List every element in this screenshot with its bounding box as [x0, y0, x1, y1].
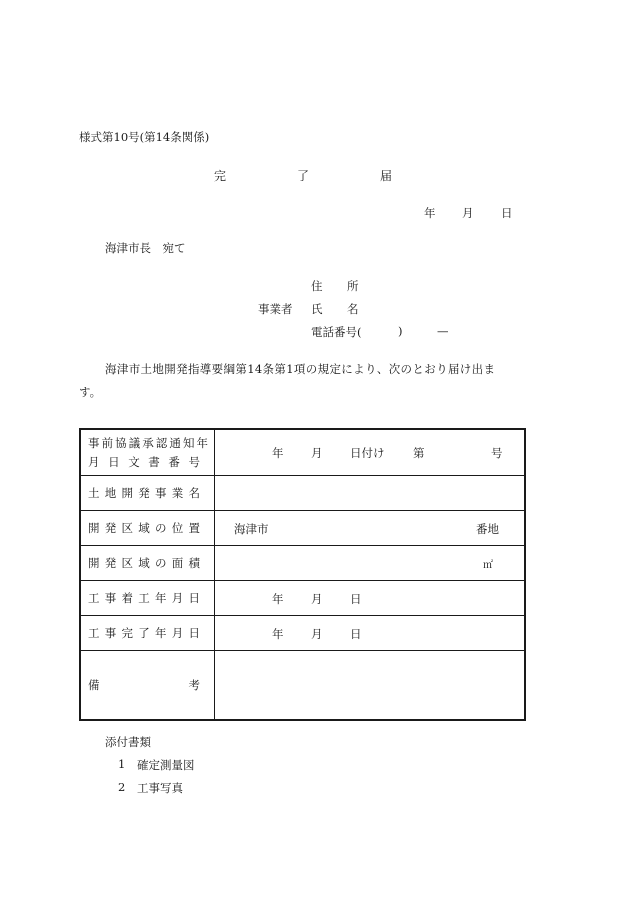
attachment-item: 工事写真	[137, 781, 183, 795]
addressee: 海津市長 宛て	[105, 241, 186, 255]
location-city: 海津市	[234, 521, 269, 536]
date-day: 日	[501, 206, 513, 220]
completion-form-table	[79, 428, 526, 721]
start-date-label: 工 事 着 工 年 月 日	[80, 580, 215, 615]
phone-paren-close: )	[398, 324, 403, 338]
address-label-char: 所	[347, 279, 359, 293]
area-value	[215, 545, 526, 580]
title-char: 完	[214, 169, 227, 183]
field-year: 年	[272, 626, 284, 641]
phone-label: 電話番号(	[311, 325, 362, 339]
body-text-line1: 海津市土地開発指導要綱第14条第1項の規定により、次のとおり届け出ま	[105, 362, 496, 376]
field-month: 月	[311, 626, 323, 641]
attachments-heading: 添付書類	[105, 735, 151, 749]
name-label-char: 名	[347, 302, 359, 316]
table-row	[80, 650, 525, 720]
table-row	[80, 429, 525, 475]
area-label: 開 発 区 域 の 面 積	[80, 545, 215, 580]
completion-date-label: 工 事 完 了 年 月 日	[80, 615, 215, 650]
field-day: 日	[350, 626, 362, 641]
location-label: 開 発 区 域 の 位 置	[80, 510, 215, 545]
table-row	[80, 580, 525, 615]
name-label-char: 氏	[311, 302, 323, 316]
attachment-number: 2	[118, 780, 126, 794]
field-number-suffix: 号	[491, 446, 503, 460]
label-line: 月 日 文 書 番 号	[88, 454, 200, 469]
start-date-value	[215, 580, 526, 615]
field-number-prefix: 第	[413, 446, 425, 460]
attachment-item: 確定測量図	[137, 758, 195, 772]
table-row	[80, 545, 525, 580]
table-row	[80, 475, 525, 510]
field-year: 年	[272, 591, 284, 606]
body-text-line2: す。	[79, 385, 102, 399]
attachment-number: 1	[118, 757, 126, 771]
remarks-label: 備 考	[80, 650, 215, 720]
pre-consultation-value	[215, 429, 526, 475]
field-date-suffix: 日付け	[350, 446, 385, 460]
title-char: 了	[297, 169, 310, 183]
location-value	[215, 510, 526, 545]
form-number: 様式第10号(第14条関係)	[79, 130, 210, 144]
project-name-value	[215, 475, 526, 510]
location-suffix: 番地	[476, 521, 499, 536]
field-month: 月	[311, 591, 323, 606]
field-month: 月	[311, 446, 323, 460]
project-name-label: 土 地 開 発 事 業 名	[80, 475, 215, 510]
field-year: 年	[272, 446, 284, 460]
date-year: 年	[424, 206, 436, 220]
title-char: 届	[380, 169, 393, 183]
address-label-char: 住	[311, 279, 323, 293]
completion-date-value	[215, 615, 526, 650]
area-unit: ㎡	[483, 559, 493, 571]
table-row	[80, 510, 525, 545]
pre-consultation-label	[80, 429, 215, 475]
remarks-value	[215, 650, 526, 720]
field-day: 日	[350, 591, 362, 606]
phone-dash: —	[437, 324, 449, 338]
date-month: 月	[462, 206, 474, 220]
table-row	[80, 615, 525, 650]
applicant-label: 事業者	[258, 302, 293, 316]
label-line: 事 前 協 議 承 認 通 知 年	[88, 435, 208, 450]
